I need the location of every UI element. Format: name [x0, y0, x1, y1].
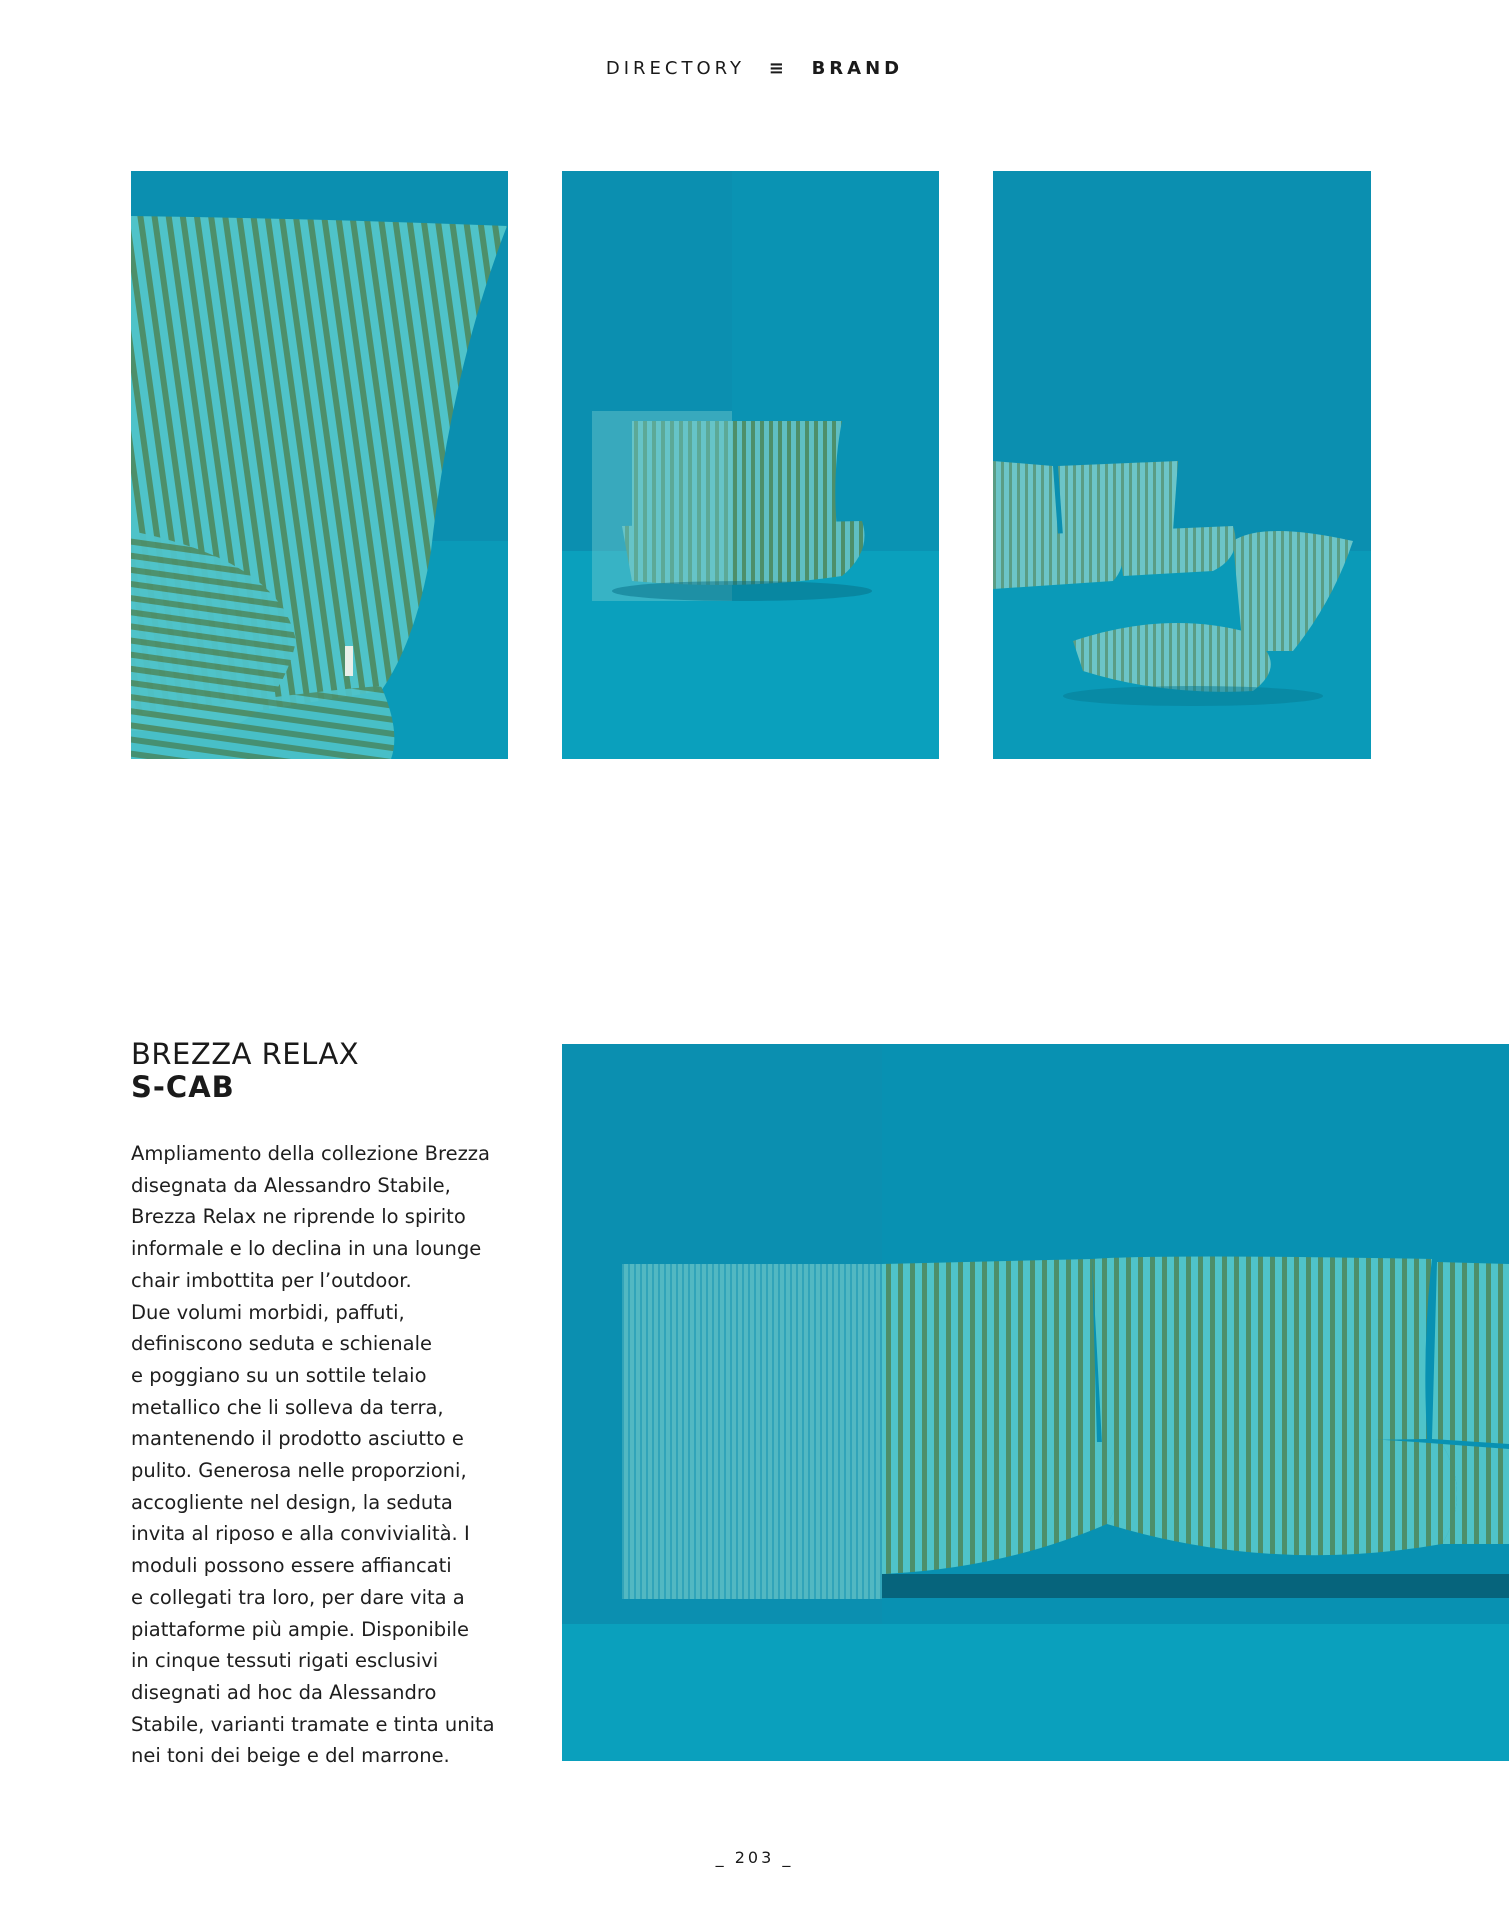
- product-title-block: [131, 1038, 531, 1104]
- photo-lounge-chair: [562, 171, 939, 759]
- running-header: [0, 58, 1509, 79]
- description-line: Due volumi morbidi, paffuti,: [131, 1300, 405, 1324]
- description-line: e collegati tra loro, per dare vita a: [131, 1585, 465, 1609]
- description-line: informale e lo declina in una lounge: [131, 1237, 482, 1261]
- description-line: metallico che li solleva da terra,: [131, 1395, 444, 1419]
- description-line: mantenendo il prodotto asciutto e: [131, 1427, 464, 1451]
- description-line: invita al riposo e alla convivialità. I: [131, 1522, 470, 1546]
- photo-cushion-closeup: [131, 171, 508, 759]
- photo-modular-sofa: [562, 1044, 1509, 1761]
- description-line: Ampliamento della collezione Brezza: [131, 1142, 490, 1165]
- photo-lounge-group: [993, 171, 1371, 759]
- brand-name: S-CAB: [131, 1070, 235, 1104]
- product-description: [131, 1138, 521, 1772]
- description-line: piattaforme più ampie. Disponibile: [131, 1617, 470, 1641]
- header-category-label: BRAND: [811, 58, 904, 79]
- description-line: Stabile, varianti tramate e tinta unita: [131, 1712, 495, 1736]
- description-line: e poggiano su un sottile telaio: [131, 1363, 427, 1387]
- description-line: moduli possono essere affiancati: [131, 1554, 452, 1578]
- description-line: nei toni dei beige e del marrone.: [131, 1744, 450, 1768]
- description-line: pulito. Generosa nelle proporzioni,: [131, 1459, 467, 1483]
- description-line: accogliente nel design, la seduta: [131, 1490, 453, 1514]
- page-number: _ 203 _: [715, 1848, 794, 1867]
- description-line: definiscono seduta e schienale: [131, 1332, 432, 1356]
- description-line: Brezza Relax ne riprende lo spirito: [131, 1205, 466, 1229]
- description-line: disegnati ad hoc da Alessandro: [131, 1680, 437, 1704]
- header-section-label: DIRECTORY: [605, 58, 746, 79]
- description-line: chair imbottita per l’outdoor.: [131, 1268, 412, 1292]
- description-line: disegnata da Alessandro Stabile,: [131, 1173, 451, 1197]
- description-line: in cinque tessuti rigati esclusivi: [131, 1649, 439, 1673]
- menu-icon: ≡: [768, 58, 788, 79]
- product-name: BREZZA RELAX: [131, 1037, 360, 1071]
